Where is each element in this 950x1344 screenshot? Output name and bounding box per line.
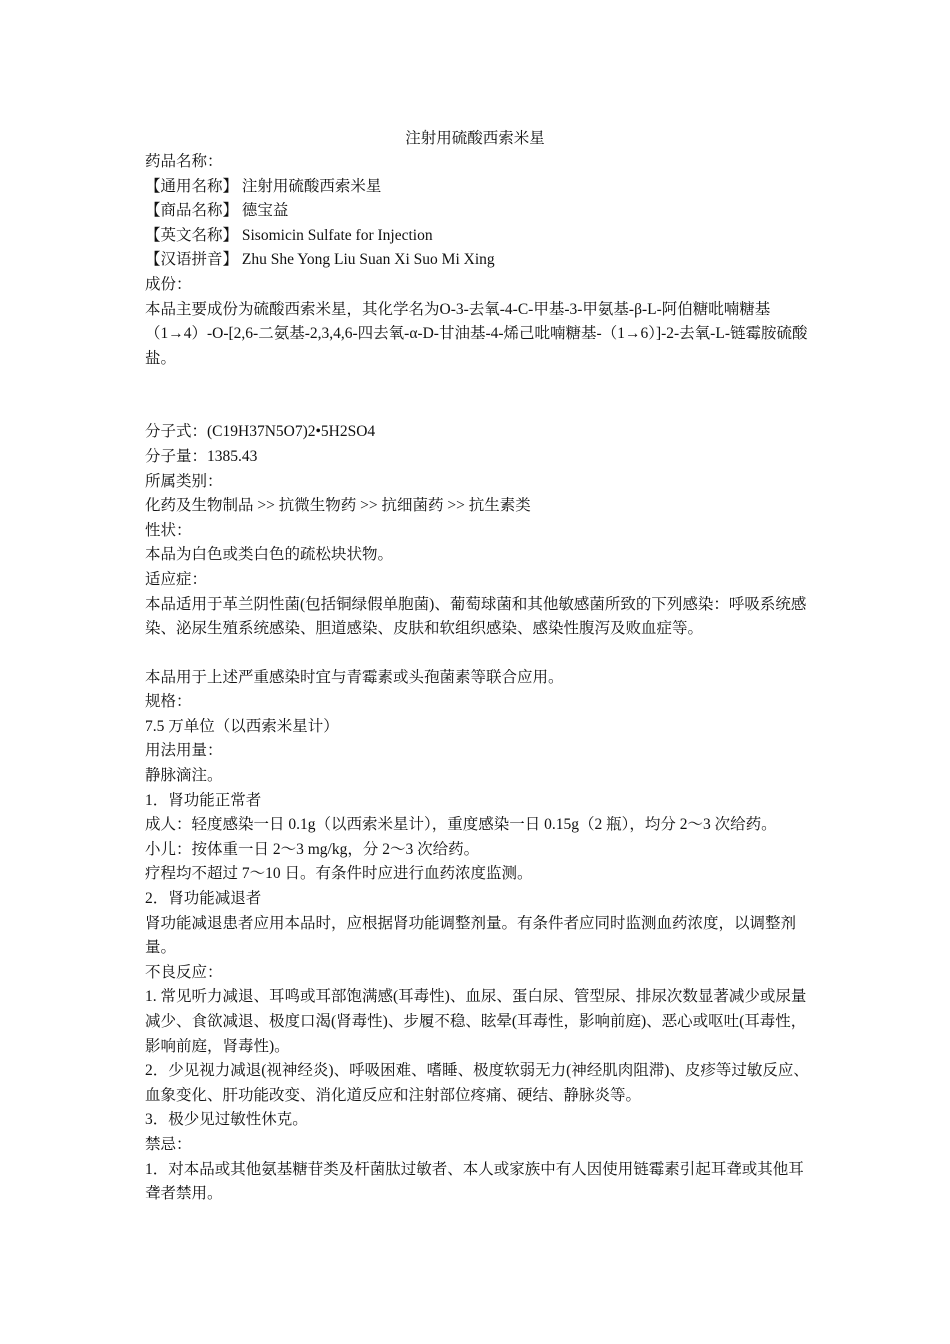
pinyin-line: 【汉语拼音】 Zhu She Yong Liu Suan Xi Suo Mi Xing	[145, 251, 495, 269]
molecular-weight-line: 分子量：1385.43	[145, 447, 258, 465]
section-heading-category: 所属类别：	[145, 472, 223, 490]
spacer	[145, 371, 810, 420]
generic-name-line: 【通用名称】 注射用硫酸西索米星	[145, 177, 382, 195]
adverse-reaction-item-2: 2．少见视力减退(视神经炎)、呼吸困难、嗜睡、极度软弱无力(神经肌肉阻滞)、皮疹等过敏反应、血象变化、肝功能改变、消化道反应和注射部位疼痛、硬结、静脉炎等。	[145, 1062, 809, 1104]
section-heading-dosage: 用法用量：	[145, 742, 223, 760]
section-heading-description: 性状：	[145, 521, 192, 539]
section-heading-specification: 规格：	[145, 693, 192, 711]
indications-paragraph: 本品适用于革兰阴性菌(包括铜绿假单胞菌)、葡萄球菌和其他敏感菌所致的下列感染：呼吸系统感染、泌尿生殖系统感染、胆道感染、皮肤和软组织感染、感染性腹泻及败血症等。	[145, 595, 807, 638]
section-heading-ingredients: 成份：	[145, 275, 192, 293]
document-body	[145, 150, 810, 1207]
dosage-impaired-renal-heading: 2．肾功能减退者	[145, 890, 262, 908]
contraindication-item-1: 1．对本品或其他氨基糖苷类及杆菌肽过敏者、本人或家族中有人因使用链霉素引起耳聋或其他耳聋者禁用。	[145, 1160, 804, 1203]
section-heading-adverse-reactions: 不良反应：	[145, 963, 223, 981]
section-heading-contraindications: 禁忌：	[145, 1135, 192, 1153]
ingredients-paragraph: 本品主要成份为硫酸西索米星，其化学名为O-3-去氧-4-C-甲基-3-甲氨基-β-L-阿伯糖吡喃糖基（1→4）-O-[2,6-二氨基-2,3,4,6-四去氧-α-D-甘油基-4-烯己吡喃糖基-（1→6）]-2-去氧-L-链霉胺硫酸盐。	[145, 300, 808, 367]
dosage-normal-renal-heading: 1．肾功能正常者	[145, 791, 262, 809]
dosage-route-line: 静脉滴注。	[145, 767, 223, 785]
dosage-adult-line: 成人：轻度感染一日 0.1g（以西索米星计），重度感染一日 0.15g（2 瓶），均分 2～3 次给药。	[145, 816, 777, 834]
spacer	[145, 642, 810, 666]
document-title: 注射用硫酸西索米星	[405, 130, 545, 147]
category-line: 化药及生物制品 >> 抗微生物药 >> 抗细菌药 >> 抗生素类	[145, 497, 531, 515]
molecular-formula-line: 分子式：(C19H37N5O7)2•5H2SO4	[145, 423, 376, 441]
dosage-course-line: 疗程均不超过 7～10 日。有条件时应进行血药浓度监测。	[145, 865, 533, 883]
specification-line: 7.5 万单位（以西索米星计）	[145, 717, 339, 735]
trade-name-line: 【商品名称】 德宝益	[145, 202, 289, 220]
english-name-line: 【英文名称】 Sisomicin Sulfate for Injection	[145, 226, 433, 244]
section-heading-indications: 适应症：	[145, 570, 208, 588]
adverse-reaction-item-3: 3．极少见过敏性休克。	[145, 1111, 308, 1129]
section-heading-drug-name: 药品名称：	[145, 153, 223, 170]
dosage-child-line: 小儿：按体重一日 2～3 mg/kg，分 2～3 次给药。	[145, 840, 480, 858]
dosage-impaired-renal-paragraph: 肾功能减退患者应用本品时，应根据肾功能调整剂量。有条件者应同时监测血药浓度，以调整剂量。	[145, 914, 797, 957]
description-line: 本品为白色或类白色的疏松块状物。	[145, 546, 394, 564]
indications-combination-line: 本品用于上述严重感染时宜与青霉素或头孢菌素等联合应用。	[145, 668, 564, 686]
adverse-reaction-item-1: 1. 常见听力减退、耳鸣或耳部饱满感(耳毒性)、血尿、蛋白尿、管型尿、排尿次数显著减少或尿量减少、食欲减退、极度口渴(肾毒性)、步履不稳、眩晕(耳毒性，影响前庭)、恶心或呕吐(耳毒性，影响前庭，肾毒性)。	[145, 988, 807, 1055]
